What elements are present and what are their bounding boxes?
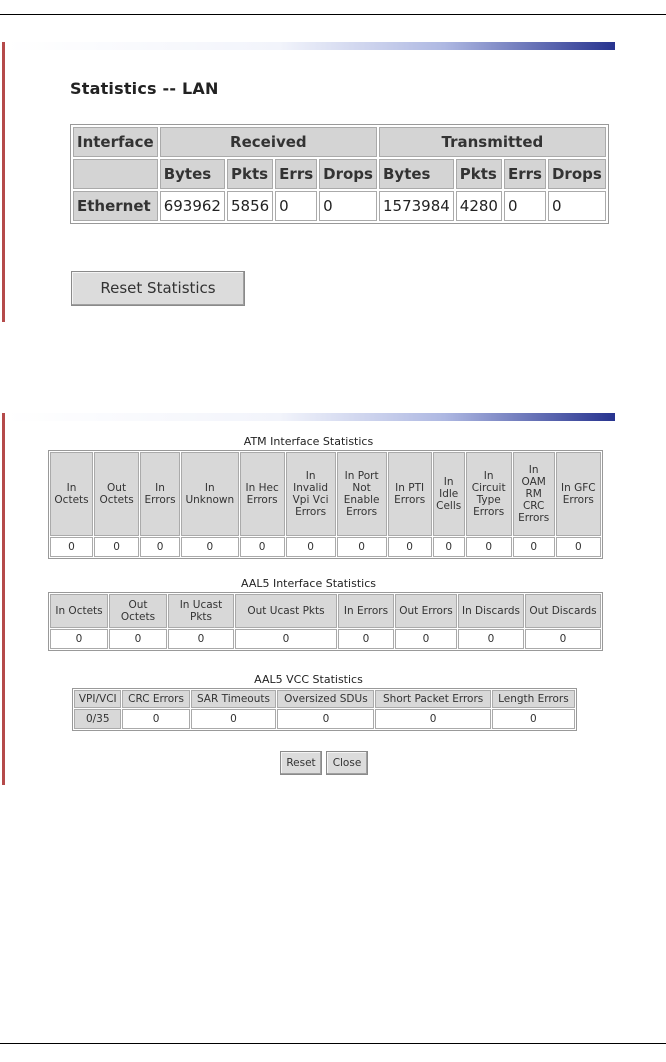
column-header: Out Ucast Pkts [235,594,337,628]
column-header: SAR Timeouts [191,690,277,708]
page-top-rule [0,14,666,15]
table-cell: 0 [94,537,139,557]
column-header: In Hec Errors [240,452,285,536]
table-cell: 0 [191,709,277,729]
empty-header-cell [73,159,158,189]
row-interface-name: Ethernet [73,191,158,221]
column-header: In Errors [140,452,180,536]
column-header: Errs [504,159,546,189]
table-subheader-row [73,159,606,189]
table-cell: 0 [235,629,337,649]
table-cell: 0 [338,629,394,649]
table-cell: 1573984 [379,191,454,221]
column-header: In PTI Errors [388,452,432,536]
table-cell: 5856 [227,191,273,221]
column-header: In Octets [50,594,108,628]
column-header: Out Octets [109,594,167,628]
table-row [74,709,575,729]
column-header: In OAM RM CRC Errors [513,452,555,536]
table-cell: 0 [168,629,234,649]
table-cell: 0 [375,709,490,729]
table-header-row [50,452,601,536]
atm-section-title: ATM Interface Statistics [243,435,374,448]
panel-top-gradient-bar [5,42,615,50]
column-header: In Idle Cells [433,452,465,536]
table-cell: 0 [122,709,189,729]
table-cell: 4280 [456,191,502,221]
panel-left-border [2,413,5,785]
table-cell: 0 [181,537,239,557]
column-header: Drops [319,159,377,189]
panel-left-border [2,42,5,322]
table-cell: 0 [286,537,336,557]
aal5-interface-section-title: AAL5 Interface Statistics [240,577,376,590]
table-cell: 0 [277,709,374,729]
table-cell: 0 [50,629,108,649]
reset-button[interactable]: Reset [280,751,322,775]
table-row [73,191,606,221]
received-header: Received [160,127,377,157]
table-cell: 0 [240,537,285,557]
column-header: In Discards [458,594,524,628]
reset-statistics-button[interactable]: Reset Statistics [71,271,245,306]
atm-interface-table [48,450,603,559]
table-cell: 0 [504,191,546,221]
close-button[interactable]: Close [326,751,368,775]
table-cell: 0 [50,537,93,557]
table-cell: 693962 [160,191,225,221]
column-header: Length Errors [492,690,575,708]
table-cell: 0 [548,191,606,221]
table-cell: 0 [275,191,317,221]
column-header: Oversized SDUs [277,690,374,708]
table-cell: 0 [395,629,457,649]
column-header: Pkts [227,159,273,189]
column-header: In GFC Errors [556,452,601,536]
table-row [50,629,601,649]
lan-statistics-panel [2,42,615,322]
atm-statistics-panel [2,413,615,785]
table-header-row [50,594,601,628]
column-header: Bytes [379,159,454,189]
column-header: VPI/VCI [74,690,121,708]
table-cell: 0 [556,537,601,557]
table-cell: 0 [337,537,387,557]
lan-statistics-table [70,124,609,224]
column-header: In Unknown [181,452,239,536]
table-cell: 0 [458,629,524,649]
page-bottom-rule [0,1043,666,1044]
column-header: Out Discards [525,594,601,628]
table-cell: 0 [466,537,512,557]
column-header: In Errors [338,594,394,628]
table-cell: 0 [109,629,167,649]
column-header: Pkts [456,159,502,189]
column-header: In Invalid Vpi Vci Errors [286,452,336,536]
interface-header: Interface [73,127,158,157]
column-header: CRC Errors [122,690,189,708]
column-header: Bytes [160,159,225,189]
column-header: In Octets [50,452,93,536]
column-header: Errs [275,159,317,189]
table-cell: 0 [525,629,601,649]
vpi-vci-cell: 0/35 [74,709,121,729]
page-title: Statistics -- LAN [70,79,219,98]
table-cell: 0 [513,537,555,557]
column-header: Out Octets [94,452,139,536]
table-cell: 0 [433,537,465,557]
column-header: In Ucast Pkts [168,594,234,628]
aal5-vcc-table [72,688,577,731]
table-cell: 0 [140,537,180,557]
table-cell: 0 [388,537,432,557]
column-header: Out Errors [395,594,457,628]
column-header: Drops [548,159,606,189]
table-cell: 0 [492,709,575,729]
table-cell: 0 [319,191,377,221]
table-header-row [74,690,575,708]
column-header: In Circuit Type Errors [466,452,512,536]
column-header: Short Packet Errors [375,690,490,708]
aal5-interface-table [48,592,603,651]
panel-top-gradient-bar [5,413,615,421]
table-row [50,537,601,557]
aal5-vcc-section-title: AAL5 VCC Statistics [254,673,363,686]
column-header: In Port Not Enable Errors [337,452,387,536]
transmitted-header: Transmitted [379,127,606,157]
table-header-row [73,127,606,157]
